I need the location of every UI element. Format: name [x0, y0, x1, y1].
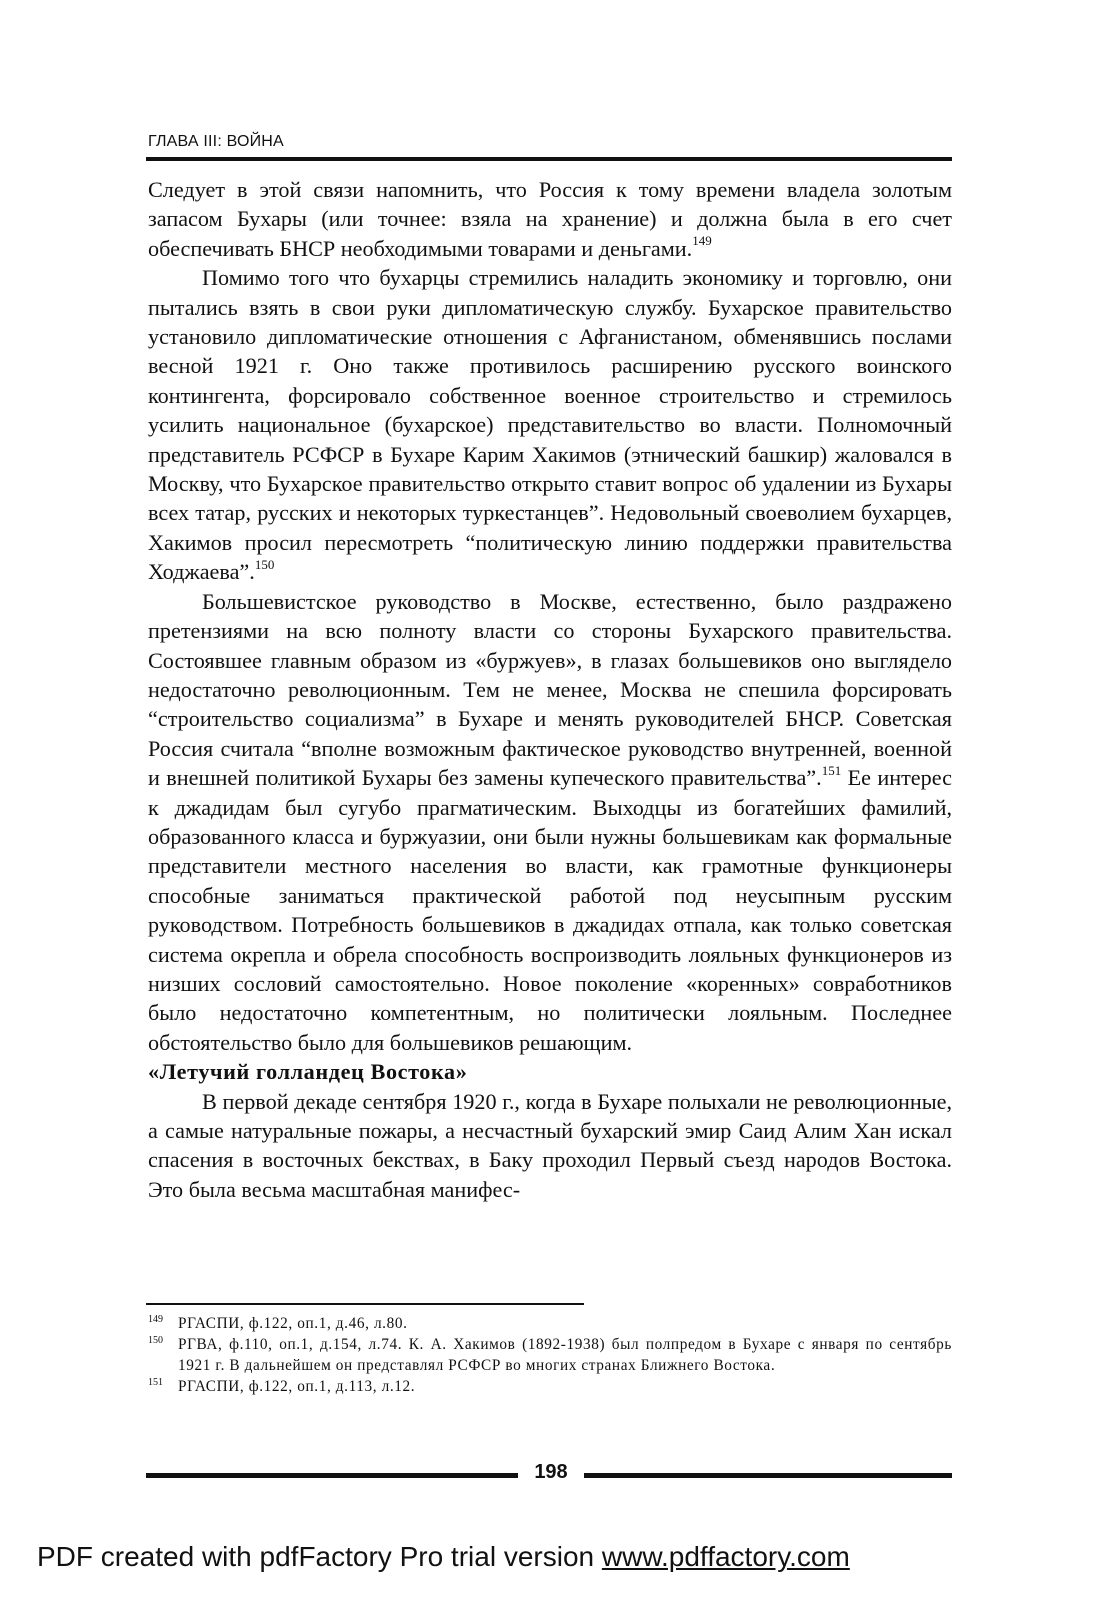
header-rule [146, 157, 952, 161]
footnote-ref-151: 151 [821, 762, 842, 778]
body-text [148, 175, 952, 1204]
paragraph-4 [148, 1087, 952, 1205]
footnote-rule [146, 1303, 584, 1305]
paragraph-2 [148, 263, 952, 586]
paragraph-3-text-b: Ее интерес к джадидам был сугубо прагматическим. Выходцы из богатейших фамилий, образованного класса и буржуазии, они были нужны большевикам как формальные представители местного населения во власти, как грамотные функционеры способные заниматься практической работой под неусыпным русским руководством. Потребность большевиков в джадидах отпала, как только советская система окрепла и обрела способность воспроизводить лояльных функционеров из низших сословий самостоятельно. Новое поколение «коренных» совработников было недостаточно компетентным, но политически лояльным. Последнее обстоятельство было для большевиков решающим. [148, 765, 952, 1055]
page-number: 198 [534, 1461, 568, 1483]
paragraph-1 [148, 175, 952, 263]
footer-rule-right [584, 1473, 952, 1478]
footnote-150 [148, 1334, 952, 1376]
footnote-text: РГВА, ф.110, оп.1, д.154, л.74. К. А. Хакимов (1892-1938) был полпредом в Бухаре с января по сентябрь 1921 г. В дальнейшем он представлял РСФСР во многих странах Ближнего Востока. [178, 1336, 952, 1374]
watermark-text: PDF created with pdfFactory Pro trial version [37, 1541, 602, 1572]
footnote-151 [148, 1376, 952, 1397]
paragraph-4-text: В первой декаде сентября 1920 г., когда в Бухаре полыхали не революционные, а самые натуральные пожары, а несчастный бухарский эмир Саид Алим Хан искал спасения в восточных бекствах, в Баку проходил Первый съезд народов Востока. Это была весьма масштабная манифес- [148, 1088, 952, 1202]
footnotes [148, 1313, 952, 1397]
footnote-text: РГАСПИ, ф.122, оп.1, д.46, л.80. [178, 1315, 408, 1332]
footnote-ref-150: 150 [254, 556, 275, 572]
footnote-149 [148, 1313, 952, 1334]
footnote-number: 151 [148, 1377, 163, 1388]
footer-rule-left [146, 1473, 518, 1478]
footnote-number: 149 [148, 1314, 163, 1325]
paragraph-1-text: Следует в этой связи напомнить, что Россия к тому времени владела золотым запасом Бухары (или точнее: взяла на хранение) и должна была в его счет обеспечивать БНСР необходимыми товарами и деньгами. [148, 177, 952, 261]
footnote-ref-149: 149 [692, 233, 712, 249]
paragraph-3-text-a: Большевистское руководство в Москве, естественно, было раздражено претензиями на всю полноту власти со стороны Бухарского правительства. Состоявшее главным образом из «буржуев», в глазах большевиков оно выглядело недостаточно революционным. Тем не менее, Москва не спешила форсировать “строительство социализма” в Бухаре и менять руководителей БНСР. Советская Россия считала “вполне возможным фактическое руководство внутренней, военной и внешней политикой Бухары без замены купеческого правительства”. [148, 588, 952, 791]
footnote-number: 150 [148, 1335, 163, 1346]
paragraph-2-text: Помимо того что бухарцы стремились наладить экономику и торговлю, они пытались взять в свои руки дипломатическую службу. Бухарское правительство установило дипломатические отношения с Афганистаном, обменявшись послами весной 1921 г. Оно также противилось расширению русского воинского контингента, форсировало собственное военное строительство и стремилось усилить национальное (бухарское) представительство во власти. Полномочный представитель РСФСР в Бухаре Карим Хакимов (этнический башкир) жаловался в Москву, что Бухарское правительство открыто ставит вопрос об удалении из Бухары всех татар, русских и некоторых туркестанцев”. Недовольный своеволием бухарцев, Хакимов просил пересмотреть “политическую линию поддержки правительства Ходжаева”. [148, 265, 952, 585]
running-header: ГЛАВА III: ВОЙНА [148, 133, 284, 150]
paragraph-3 [148, 587, 952, 1058]
section-heading: «Летучий голландец Востока» [148, 1059, 468, 1085]
watermark-link[interactable]: www.pdffactory.com [601, 1541, 850, 1572]
pdf-watermark [37, 1541, 850, 1573]
footnote-text: РГАСПИ, ф.122, оп.1, д.113, л.12. [178, 1378, 416, 1395]
